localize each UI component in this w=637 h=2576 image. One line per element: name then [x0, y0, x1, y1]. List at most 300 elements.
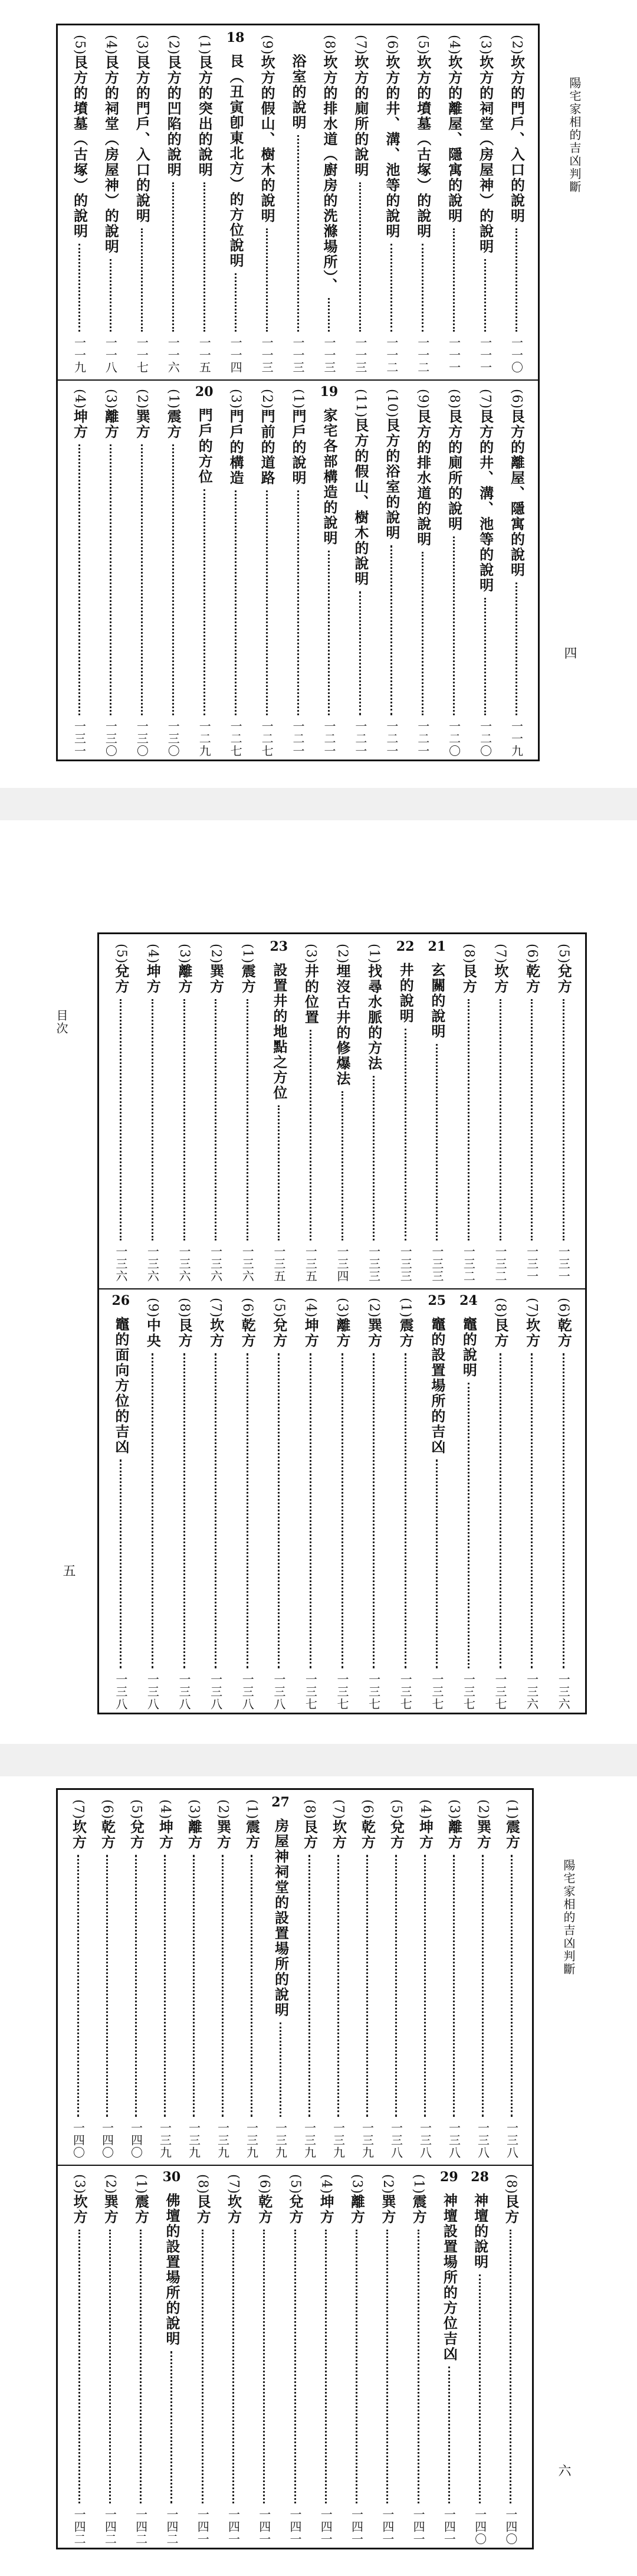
entry-title: 艮方的井、溝、池等的說明	[477, 409, 494, 594]
entry-number: (3)	[103, 389, 119, 410]
entry-title: 找尋水脈的方法	[365, 964, 383, 1072]
toc-entry[interactable]	[436, 2169, 462, 2545]
entry-title: 坎方	[71, 2194, 88, 2225]
toc-entry[interactable]	[472, 389, 498, 757]
entry-title: 震方	[165, 409, 182, 440]
entry-title: 門戶的說明	[290, 409, 307, 486]
leader-dots	[297, 135, 299, 332]
entry-page: 一四〇	[71, 2122, 86, 2159]
entry-page: 一三八	[208, 1673, 223, 1710]
entry-title: 震方	[243, 1819, 261, 1851]
toc-entry[interactable]	[129, 35, 155, 374]
toc-entry[interactable]	[239, 1799, 265, 2159]
toc-entry[interactable]	[487, 1298, 513, 1710]
entry-title: 乾方	[523, 964, 541, 995]
entry-title: 坎方的墳墓（古塚）的說明	[414, 55, 432, 240]
toc-entry[interactable]	[329, 944, 355, 1282]
entry-number: (4)	[157, 1799, 173, 1820]
toc-entry[interactable]	[66, 35, 92, 374]
leader-dots	[468, 1383, 469, 1668]
entry-number: (1)	[197, 35, 212, 55]
toc-entry[interactable]	[297, 1298, 323, 1710]
toc-entry[interactable]	[128, 2174, 154, 2545]
entry-page: 一三九	[244, 2122, 259, 2159]
leader-dots	[266, 228, 268, 332]
entry-title: 巽方	[101, 2194, 119, 2225]
entry-title: 埋沒古井的修爆法	[334, 964, 351, 1087]
entry-number: (6)	[556, 1298, 572, 1318]
toc-entry[interactable]	[251, 2174, 277, 2545]
entry-title: 坤方	[317, 2194, 335, 2225]
entry-page: 一三三	[429, 1245, 444, 1282]
entry-page: 一三七	[461, 1673, 476, 1710]
leader-dots	[78, 444, 80, 715]
toc-page	[0, 0, 637, 788]
toc-entry[interactable]	[424, 1293, 450, 1710]
leader-dots	[77, 1855, 79, 2117]
entry-number: (5)	[129, 1799, 144, 1820]
toc-entry[interactable]	[66, 389, 92, 757]
toc-entry[interactable]	[171, 944, 197, 1282]
toc-entry[interactable]	[499, 1799, 525, 2159]
toc-entry[interactable]	[354, 1799, 380, 2159]
toc-entry[interactable]	[108, 1293, 134, 1710]
entry-title: 門前的道路	[258, 409, 276, 486]
entry-page: 一三六	[240, 1245, 255, 1282]
entry-title: 巽方	[379, 2194, 396, 2225]
entry-number: (2)	[208, 944, 224, 964]
leader-dots	[448, 2366, 450, 2503]
toc-entry[interactable]	[159, 2169, 185, 2545]
leader-dots	[325, 2230, 327, 2503]
toc-entry[interactable]	[210, 1799, 236, 2159]
section-number: 26	[111, 1293, 130, 1308]
toc-entry[interactable]	[220, 2174, 246, 2545]
entry-number: (1)	[166, 389, 181, 410]
entry-number: (7)	[226, 2174, 241, 2195]
toc-entry[interactable]	[379, 35, 405, 374]
leader-dots	[359, 591, 361, 715]
toc-entry[interactable]	[392, 939, 418, 1282]
toc-entry[interactable]	[313, 2174, 339, 2545]
entry-page: 一四一	[226, 2508, 241, 2545]
entry-number: (2)	[366, 1298, 382, 1318]
entry-title: 設置井的地點之方位	[270, 963, 288, 1101]
entry-title: 兌方	[270, 1318, 288, 1349]
leader-dots	[106, 1855, 108, 2117]
toc-entry[interactable]	[222, 30, 248, 374]
entry-title: 艮方的離屋、隱寓的說明	[508, 409, 526, 578]
toc-entry[interactable]	[487, 944, 513, 1282]
entry-title: 浴室的說明	[290, 54, 307, 130]
toc-entry[interactable]	[285, 389, 311, 757]
toc-entry[interactable]	[455, 944, 481, 1282]
toc-entry[interactable]	[550, 944, 576, 1282]
toc-half-bottom	[99, 1288, 585, 1716]
leader-dots	[203, 182, 205, 332]
toc-entry[interactable]	[467, 2169, 493, 2545]
entry-page: 一三五	[271, 1245, 286, 1282]
entry-page: 一二一	[353, 720, 367, 757]
entry-page: 一三七	[335, 1673, 349, 1710]
entry-number: (8)	[321, 35, 337, 55]
toc-entry[interactable]	[383, 1799, 409, 2159]
toc-entry[interactable]	[504, 35, 530, 374]
leader-dots	[297, 490, 299, 715]
leader-dots	[232, 2230, 234, 2503]
toc-entry[interactable]	[392, 1298, 418, 1710]
leader-dots	[436, 1459, 438, 1668]
toc-entry[interactable]	[97, 2174, 123, 2545]
toc-entry[interactable]	[519, 1298, 545, 1710]
running-head: 陽宅家相的吉凶判斷	[562, 1859, 576, 1976]
toc-entry[interactable]	[297, 1799, 323, 2159]
toc-entry[interactable]	[160, 389, 186, 757]
entry-title: 兌方	[112, 964, 130, 995]
leader-dots	[247, 1353, 248, 1668]
entry-page: 一二〇	[446, 720, 461, 757]
entry-page: 一三六	[208, 1245, 223, 1282]
entry-page: 一三九	[186, 2122, 201, 2159]
entry-page: 一三九	[157, 2122, 172, 2159]
entry-number: (3)	[478, 35, 493, 55]
toc-entry[interactable]	[519, 944, 545, 1282]
entry-title: 巽方	[214, 1819, 232, 1851]
toc-entry[interactable]	[361, 1298, 387, 1710]
toc-entry[interactable]	[379, 389, 405, 757]
entry-number: (8)	[446, 389, 462, 410]
toc-entry[interactable]	[94, 1799, 120, 2159]
toc-entry[interactable]	[347, 35, 373, 374]
entry-number: (3)	[349, 2174, 365, 2195]
toc-entry[interactable]	[191, 35, 217, 374]
entry-title: 神壇設置場所的方位吉凶	[441, 2193, 458, 2362]
toc-entry[interactable]	[203, 1298, 229, 1710]
leader-dots	[390, 244, 392, 332]
toc-entry[interactable]	[139, 944, 165, 1282]
toc-entry[interactable]	[254, 389, 280, 757]
toc-entry[interactable]	[550, 1298, 576, 1710]
leader-dots	[386, 2230, 388, 2503]
entry-number: (4)	[72, 389, 87, 410]
toc-entry[interactable]	[152, 1799, 178, 2159]
leader-dots	[308, 1855, 310, 2117]
leader-dots	[395, 1855, 397, 2117]
entry-title: 艮方	[502, 2194, 520, 2225]
entry-page: 一四二	[164, 2508, 179, 2545]
toc-entry[interactable]	[123, 1799, 149, 2159]
toc-entry[interactable]	[189, 2174, 215, 2545]
entry-title: 巽方	[207, 964, 225, 995]
entry-title: 坎方的排水道（廚房的洗滌場所）、	[320, 55, 338, 294]
entry-number: (8)	[503, 2174, 518, 2195]
toc-entry[interactable]	[441, 1799, 467, 2159]
toc-entry[interactable]	[405, 2174, 431, 2545]
entry-page: 一一三	[321, 336, 336, 374]
entry-page: 一二一	[321, 720, 336, 757]
entry-number: (4)	[318, 2174, 334, 2195]
entry-title: 艮方的浴室的說明	[383, 418, 400, 541]
toc-entry[interactable]	[171, 1298, 197, 1710]
leader-dots	[203, 489, 205, 715]
entry-number: (4)	[303, 1298, 318, 1318]
entry-number: (3)	[303, 944, 318, 964]
toc-entry[interactable]	[285, 54, 311, 374]
entry-page: 一四一	[349, 2508, 364, 2545]
entry-title: 艮方	[194, 2194, 212, 2225]
toc-entry[interactable]	[65, 1799, 91, 2159]
entry-page: 一四一	[442, 2508, 457, 2545]
toc-entry[interactable]	[472, 35, 498, 374]
leader-dots	[531, 999, 533, 1240]
toc-page	[0, 820, 637, 1744]
toc-half-top	[58, 25, 538, 379]
entry-page: 一一一	[446, 336, 461, 374]
toc-entry[interactable]	[222, 389, 248, 757]
toc-entry[interactable]	[410, 35, 436, 374]
entry-number: (2)	[475, 1799, 491, 1820]
toc-entry[interactable]	[108, 944, 134, 1282]
toc-half-bottom	[58, 2165, 532, 2551]
running-head: 陽宅家相的吉凶判斷	[567, 77, 582, 194]
entry-title: 家宅各部構造的說明	[320, 408, 338, 546]
entry-page: 一一九	[509, 720, 524, 757]
entry-title: 坎方的井、溝、池等的說明	[383, 55, 400, 240]
entry-page: 一三八	[177, 1673, 191, 1710]
toc-entry[interactable]	[412, 1799, 438, 2159]
entry-page: 一三九	[215, 2122, 230, 2159]
entry-title: 艮方的祠堂（房屋神）的說明	[102, 55, 120, 255]
leader-dots	[563, 999, 564, 1240]
toc-entry[interactable]	[268, 1795, 294, 2159]
entry-title: 坎方的祠堂（房屋神）的說明	[477, 55, 494, 255]
entry-title: 離方	[334, 1318, 351, 1349]
toc-half-top	[58, 1790, 532, 2165]
entry-number: (8)	[461, 944, 477, 964]
toc-entry[interactable]	[361, 944, 387, 1282]
toc-entry[interactable]	[441, 389, 467, 757]
toc-entry[interactable]	[504, 389, 530, 757]
entry-title: 坤方	[144, 964, 162, 995]
entry-page: 一四二	[133, 2508, 148, 2545]
leader-dots	[110, 444, 111, 715]
leader-dots	[183, 999, 185, 1240]
entry-number: (2)	[103, 2174, 118, 2195]
entry-number: (7)	[478, 389, 493, 410]
leader-dots	[172, 444, 174, 715]
entry-number: (2)	[335, 944, 350, 964]
toc-entry[interactable]	[347, 389, 373, 757]
entry-title: 震方	[503, 1819, 521, 1851]
toc-entry[interactable]	[139, 1298, 165, 1710]
entry-title: 艮方的突出的說明	[196, 55, 214, 178]
entry-number: (1)	[504, 1799, 520, 1820]
entry-number: (2)	[215, 1799, 231, 1820]
leader-dots	[484, 598, 486, 715]
leader-dots	[511, 1855, 513, 2117]
entry-title: 乾方	[555, 1318, 573, 1349]
entry-title: 井的位置	[302, 964, 320, 1026]
leader-dots	[263, 2230, 265, 2503]
toc-entry[interactable]	[97, 35, 123, 374]
entry-title: 艮方	[460, 964, 478, 995]
toc-entry[interactable]	[282, 2174, 308, 2545]
entry-page: 一四一	[195, 2508, 210, 2545]
toc-entry[interactable]	[455, 1293, 481, 1710]
entry-title: 兌方	[127, 1819, 145, 1851]
entry-page: 一四〇	[129, 2122, 143, 2159]
entry-page: 一四一	[318, 2508, 333, 2545]
entry-title: 坎方的假山、樹木的說明	[258, 55, 276, 224]
toc-entry[interactable]	[266, 1298, 292, 1710]
toc-entry[interactable]	[97, 389, 123, 757]
entry-title: 房屋神祠堂的設置場所的說明	[272, 1818, 290, 2018]
section-number: 20	[195, 384, 214, 400]
leader-dots	[120, 1459, 122, 1668]
entry-page: 一一五	[197, 336, 212, 374]
entry-title: 門戶的方位	[196, 408, 214, 485]
entry-title: 離方	[185, 1819, 203, 1851]
entry-title: 艮方	[176, 1318, 193, 1349]
page-number: 五	[61, 1564, 75, 1577]
toc-entry[interactable]	[266, 939, 292, 1282]
leader-dots	[436, 1044, 438, 1240]
toc-entry[interactable]	[344, 2174, 370, 2545]
leader-dots	[235, 490, 237, 715]
toc-entry[interactable]	[441, 35, 467, 374]
leader-dots	[422, 552, 423, 715]
toc-entry[interactable]	[424, 939, 450, 1282]
toc-entry[interactable]	[66, 2174, 92, 2545]
leader-dots	[109, 2230, 111, 2503]
leader-dots	[390, 545, 392, 715]
entry-page: 一四一	[411, 2508, 426, 2545]
entry-number: (3)	[335, 1298, 350, 1318]
toc-entry[interactable]	[203, 944, 229, 1282]
entry-page: 一三六	[556, 1673, 571, 1710]
entry-title: 井的說明	[397, 963, 415, 1024]
entry-title: 坤方	[71, 409, 88, 440]
entry-title: 中央	[144, 1318, 162, 1349]
toc-entry[interactable]	[316, 384, 342, 757]
toc-entry[interactable]	[375, 2174, 400, 2545]
entry-title: 艮方	[492, 1318, 509, 1349]
toc-entry[interactable]	[326, 1799, 352, 2159]
entry-page: 一四〇	[503, 2508, 518, 2545]
entry-number: (5)	[556, 944, 572, 964]
leader-dots	[141, 444, 143, 715]
entry-number: (4)	[145, 944, 160, 964]
entry-title: 艮方的門戶、入口的說明	[133, 55, 151, 224]
entry-page: 一一一	[478, 336, 492, 374]
entry-page: 一四〇	[472, 2508, 487, 2545]
leader-dots	[278, 1105, 280, 1240]
leader-dots	[373, 1353, 375, 1668]
entry-page: 一三一	[72, 720, 87, 757]
entry-number: (7)	[331, 1799, 346, 1820]
entry-page: 一三五	[303, 1245, 318, 1282]
toc-entry[interactable]	[470, 1799, 496, 2159]
entry-number: (7)	[524, 1298, 540, 1318]
leader-dots	[183, 1353, 185, 1668]
leader-dots	[310, 1030, 311, 1240]
entry-title: 佛壇的設置場所的說明	[163, 2193, 180, 2346]
page-number: 六	[556, 2464, 571, 2477]
entry-page: 一四二	[72, 2508, 87, 2545]
entry-page: 一二九	[197, 720, 212, 757]
entry-title: 門戶的構造	[227, 409, 245, 486]
entry-number: (2)	[134, 389, 150, 410]
entry-page: 一二七	[260, 720, 274, 757]
entry-number: (6)	[257, 2174, 272, 2195]
toc-entry[interactable]	[160, 35, 186, 374]
section-number: 30	[162, 2169, 181, 2185]
toc-entry[interactable]	[191, 384, 217, 757]
entry-number: (1)	[133, 2174, 149, 2195]
entry-page: 一四一	[257, 2508, 271, 2545]
toc-entry[interactable]	[410, 389, 436, 757]
toc-entry[interactable]	[129, 389, 155, 757]
toc-entry[interactable]	[254, 35, 280, 374]
leader-dots	[418, 2230, 419, 2503]
entry-title: 竈的面向方位的吉凶	[112, 1317, 130, 1455]
entry-title: 兌方	[388, 1819, 405, 1851]
entry-number: (3)	[228, 389, 244, 410]
entry-title: 巽方	[133, 409, 151, 440]
entry-number: (9)	[415, 389, 431, 410]
leader-dots	[202, 2230, 203, 2503]
entry-title: 離方	[445, 1819, 463, 1851]
toc-entry[interactable]	[181, 1799, 207, 2159]
entry-number: (2)	[509, 35, 524, 55]
leader-dots	[247, 999, 248, 1240]
leader-dots	[310, 1353, 311, 1668]
entry-title: 震方	[410, 2194, 428, 2225]
leader-dots	[424, 1855, 426, 2117]
toc-frame	[56, 1788, 534, 2549]
leader-dots	[342, 1353, 343, 1668]
entry-number: (2)	[380, 2174, 395, 2195]
toc-entry[interactable]	[234, 1298, 260, 1710]
toc-entry[interactable]	[329, 1298, 355, 1710]
entry-title: 艮方的假山、樹木的說明	[352, 418, 369, 587]
entry-number: (7)	[208, 1298, 224, 1318]
entry-page: 一三一	[556, 1245, 571, 1282]
leader-dots	[453, 1855, 455, 2117]
entry-page: 一一〇	[509, 336, 524, 374]
entry-number: (6)	[240, 1298, 255, 1318]
entry-page: 一三八	[240, 1673, 255, 1710]
toc-entry[interactable]	[498, 2174, 524, 2545]
entry-number: (8)	[493, 1298, 508, 1318]
entry-title: 乾方	[255, 2194, 273, 2225]
leader-dots	[482, 1855, 484, 2117]
entry-title: 艮方的廁所的說明	[445, 409, 463, 532]
leader-dots	[193, 1855, 195, 2117]
toc-entry[interactable]	[316, 35, 342, 374]
leader-dots	[110, 259, 111, 332]
leader-dots	[515, 228, 517, 332]
leader-dots	[531, 1353, 533, 1668]
toc-frame	[56, 24, 540, 761]
section-number: 22	[396, 939, 415, 954]
entry-number: (1)	[240, 944, 255, 964]
toc-entry[interactable]	[297, 944, 323, 1282]
entry-number: (9)	[260, 35, 275, 55]
leader-dots	[152, 999, 153, 1240]
entry-number: (2)	[166, 35, 181, 55]
toc-entry[interactable]	[234, 944, 260, 1282]
